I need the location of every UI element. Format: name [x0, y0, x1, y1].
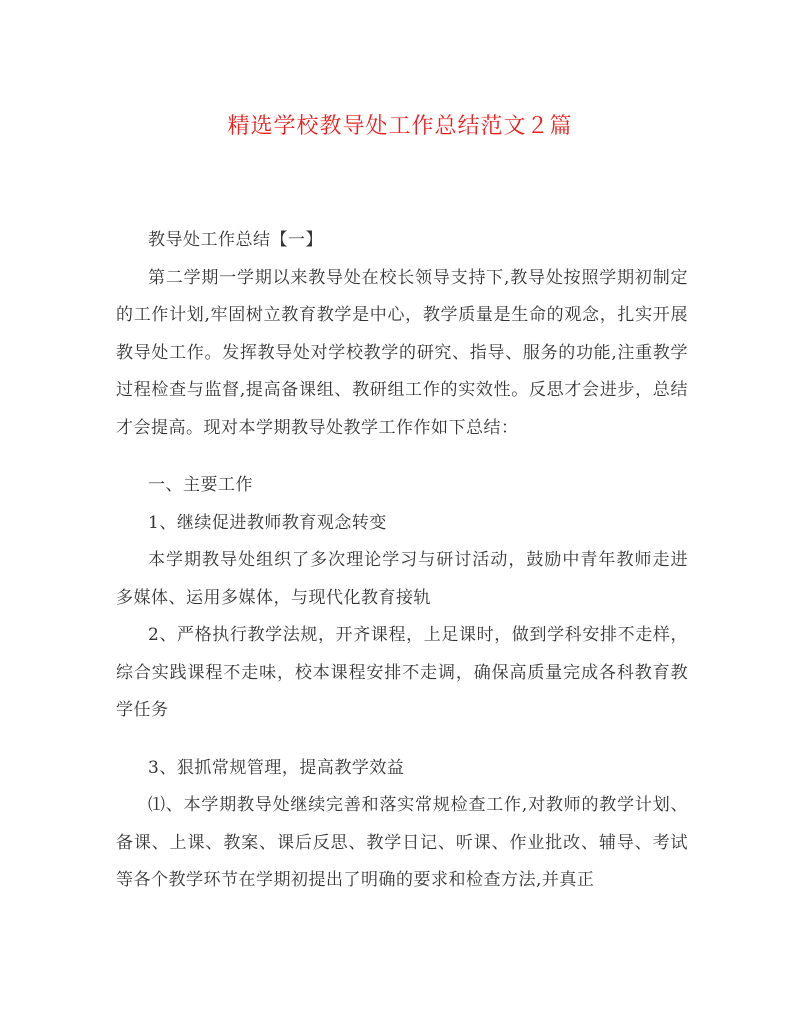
document-body: [116, 222, 688, 900]
section-heading-main-work: 一、主要工作: [148, 475, 253, 495]
paragraph-item-2: 2、严格执行教学法规，开齐课程，上足课时，做到学科安排不走样，综合实践课程不走味，校本课程安排不走调，确保高质量完成各科教育教学任务: [116, 625, 688, 720]
item-heading-1: 1、继续促进教师教育观念转变: [148, 512, 387, 533]
section-heading: 教导处工作总结【一】: [148, 230, 323, 250]
item-heading-3: 3、狠抓常规管理，提高教学效益: [148, 757, 405, 778]
paragraph-intro: 第二学期一学期以来教导处在校长领导支持下,教导处按照学期初制定的工作计划,牢固树立教育教学是中心，教学质量是生命的观念，扎实开展教导处工作。发挥教导处对学校教学的研究、指导、服务的功能,注重教学过程检查与监督,提高备课组、教研组工作的实效性。反思才会进步，总结才会提高。现对本学期教导处教学工作作如下总结：: [116, 267, 688, 438]
paragraph-item-1: 本学期教导处组织了多次理论学习与研讨活动，鼓励中青年教师走进多媒体、运用多媒体，与现代化教育接轨: [116, 550, 688, 608]
document-title: 精选学校教导处工作总结范文２篇: [227, 114, 573, 139]
paragraph-item-3-1: ⑴、本学期教导处继续完善和落实常规检查工作,对教师的教学计划、备课、上课、教案、课后反思、教学日记、听课、作业批改、辅导、考试等各个教学环节在学期初提出了明确的要求和检查方法,并真正: [116, 795, 688, 890]
